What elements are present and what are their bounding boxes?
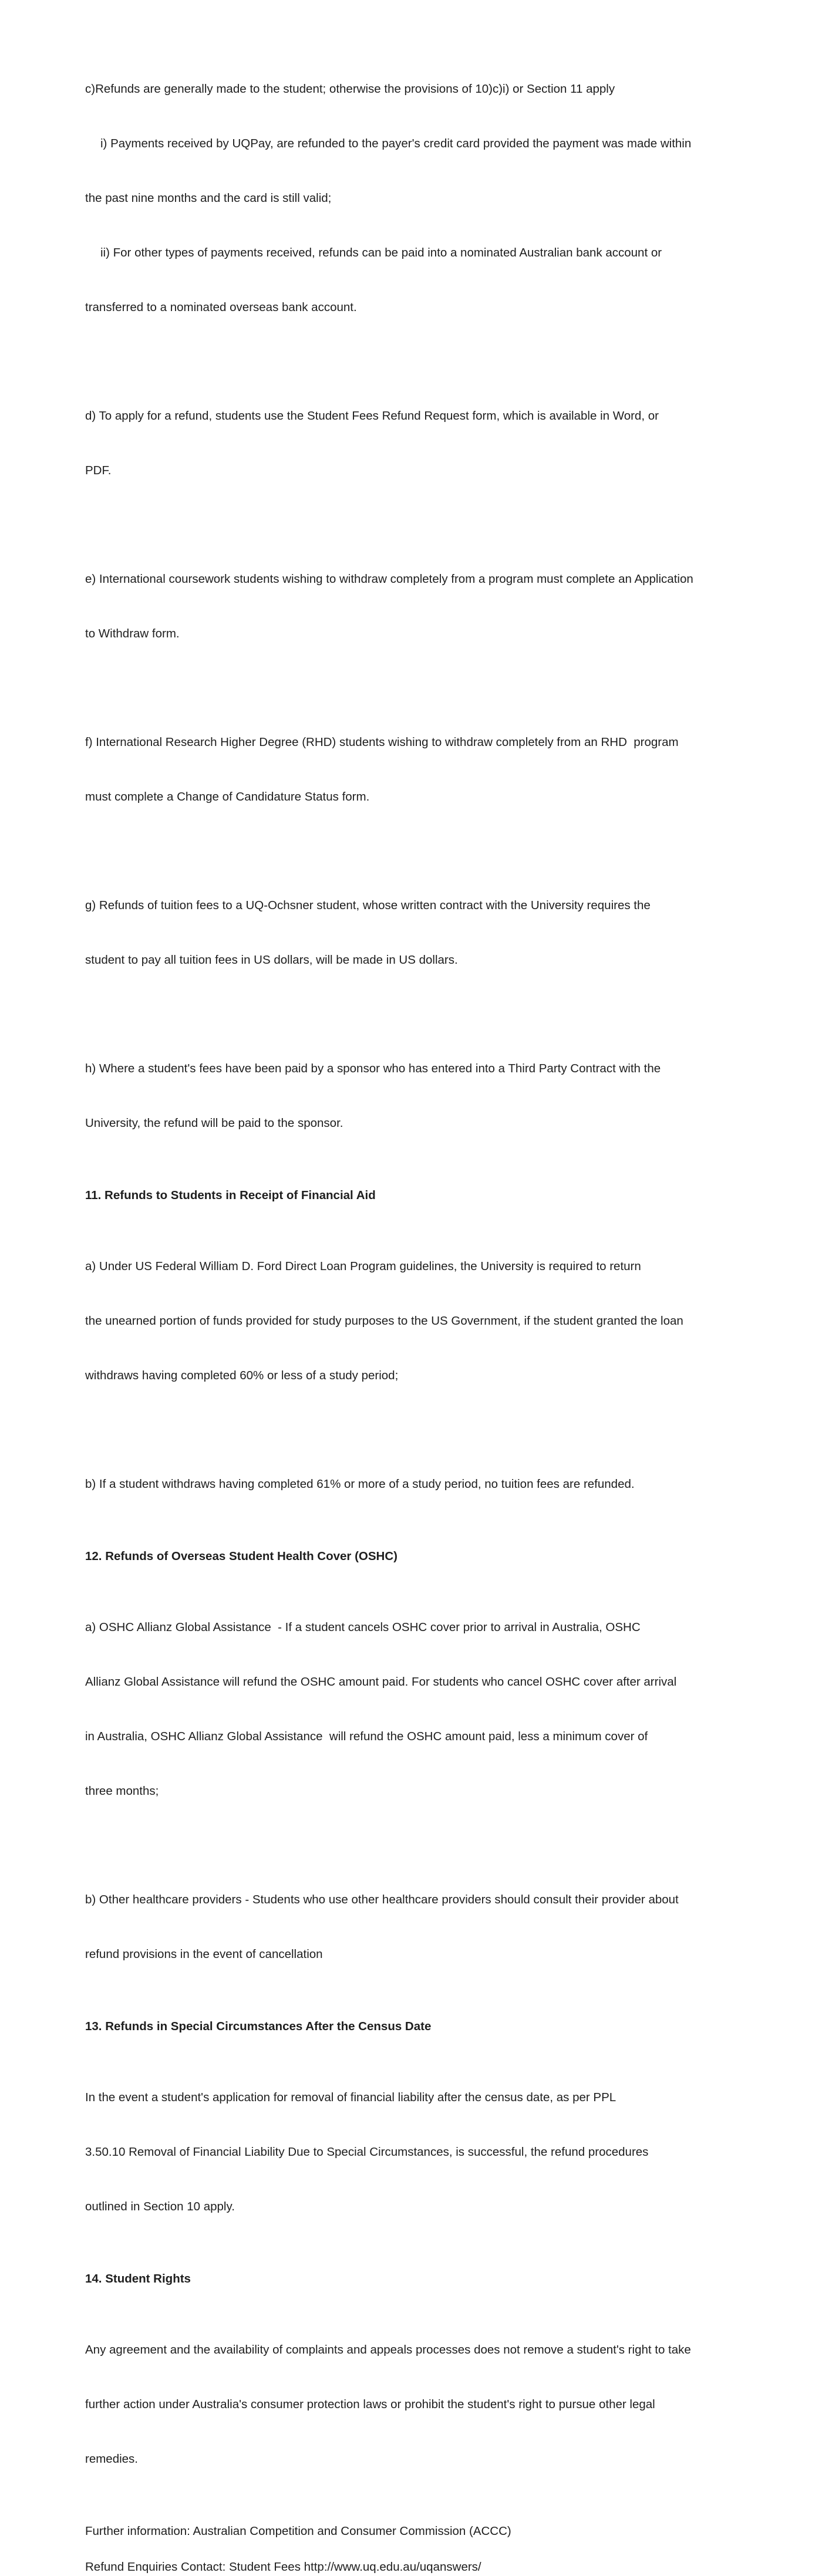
text-line: refund provisions in the event of cancellation [85,1947,323,1961]
text-line: withdraws having completed 60% or less of a study period; [85,1369,399,1382]
text-line: student to pay all tuition fees in US dollars, will be made in US dollars. [85,953,458,967]
text-line: b) Other healthcare providers - Students who use other healthcare providers should consult their provider about [85,1893,679,1906]
text-line: to Withdraw form. [85,627,180,640]
text-line: g) Refunds of tuition fees to a UQ-Ochsner student, whose written contract with the University requires the [85,899,651,912]
text-line: the unearned portion of funds provided for study purposes to the US Government, if the student granted the loan [85,1314,683,1328]
text-line: b) If a student withdraws having completed 61% or more of a study period, no tuition fees are refunded. [85,1477,635,1491]
text-line: f) International Research Higher Degree (RHD) students wishing to withdraw completely from an RHD program [85,735,679,749]
text-line: h) Where a student's fees have been paid by a sponsor who has entered into a Third Party Contract with the [85,1062,661,1075]
text-line: the past nine months and the card is still valid; [85,191,332,205]
paragraph-10c [85,43,790,353]
section-heading-11: 11. Refunds to Students in Receipt of Financial Aid [85,1189,376,1202]
document-body [85,43,790,2576]
paragraph-11a [85,1221,790,1421]
text-line: three months; [85,1784,159,1798]
text-line: a) Under US Federal William D. Ford Direct Loan Program guidelines, the University is required to return [85,1260,641,1273]
paragraph-11b [85,1439,790,1530]
text-line: ii) For other types of payments received, refunds can be paid into a nominated Australian bank account or [100,246,662,259]
paragraph-14 [85,2304,790,2504]
section-heading-14: 14. Student Rights [85,2272,191,2285]
text-line: transferred to a nominated overseas bank account. [85,301,357,314]
paragraph-12b [85,1854,790,2000]
paragraph-10e [85,534,790,679]
section-heading-13: 13. Refunds in Special Circumstances After the Census Date [85,2020,432,2033]
paragraph-10d [85,370,790,516]
text-line: outlined in Section 10 apply. [85,2200,235,2213]
paragraph-10h [85,1023,790,1169]
text-line: PDF. [85,464,112,477]
further-information: Further information: Australian Competition and Consumer Commission (ACCC) [85,2524,511,2538]
paragraph-10f [85,697,790,842]
text-line: University, the refund will be paid to the sponsor. [85,1116,343,1130]
section-heading-12: 12. Refunds of Overseas Student Health Cover (OSHC) [85,1549,397,1563]
paragraph-13 [85,2052,790,2252]
paragraph-10g [85,860,790,1005]
text-line: Allianz Global Assistance will refund the OSHC amount paid. For students who cancel OSHC cover after arrival [85,1675,677,1689]
text-line: a) OSHC Allianz Global Assistance - If a student cancels OSHC cover prior to arrival in Australia, OSHC [85,1620,641,1634]
refund-enquiries-contact: Refund Enquiries Contact: Student Fees http://www.uq.edu.au/uqanswers/ [85,2560,481,2574]
text-line: d) To apply for a refund, students use the Student Fees Refund Request form, which is available in Word, or [85,409,659,423]
text-line: c)Refunds are generally made to the student; otherwise the provisions of 10)c)i) or Section 11 apply [85,82,615,96]
text-line: must complete a Change of Candidature Status form. [85,790,370,803]
text-line: Any agreement and the availability of complaints and appeals processes does not remove a student's right to take [85,2343,691,2356]
text-line: i) Payments received by UQPay, are refunded to the payer's credit card provided the payment was made within [100,137,692,150]
text-line: 3.50.10 Removal of Financial Liability Due to Special Circumstances, is successful, the refund procedures [85,2145,649,2159]
text-line: further action under Australia's consumer protection laws or prohibit the student's right to pursue other legal [85,2398,655,2411]
text-line: in Australia, OSHC Allianz Global Assistance will refund the OSHC amount paid, less a minimum cover of [85,1730,648,1743]
text-line: remedies. [85,2452,139,2466]
paragraph-12a [85,1582,790,1836]
text-line: e) International coursework students wishing to withdraw completely from a program must complete an Application [85,572,693,586]
text-line: In the event a student's application for removal of financial liability after the census date, as per PPL [85,2091,616,2104]
